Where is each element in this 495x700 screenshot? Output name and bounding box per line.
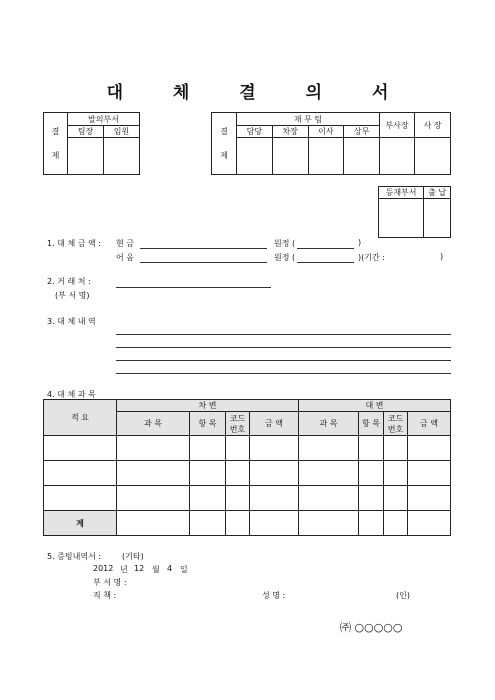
won-label: 원정 ( [274,239,296,248]
approval-box-registration [378,186,451,238]
approval-col-executive: 임원 [104,126,140,138]
dept-name-label: 부 서 명 : [93,578,127,587]
total-label: 계 [44,511,117,536]
approval-col-vice-president: 부사장 [380,113,415,138]
credit-subject-header: 과 목 [299,412,359,436]
table-cell[interactable] [384,461,408,486]
approval-box-proposing-dept [43,112,140,175]
credit-header: 대 변 [299,400,451,412]
seal-label: (인) [396,591,410,600]
signature-cell[interactable] [68,138,104,175]
table-cell[interactable] [359,436,384,461]
approval-group-label: 발의부서 [68,113,140,126]
department-name-label: (부 서 명) [55,291,90,300]
table-cell[interactable] [190,486,226,511]
approval-col-managing-director: 상무 [344,126,380,138]
table-cell[interactable] [117,486,190,511]
etc-label: (기타) [122,552,144,561]
signature-cell[interactable] [415,138,451,175]
transfer-amount-label: 1. 대 체 금 액 : [47,239,101,248]
table-cell[interactable] [250,486,299,511]
total-row [44,511,451,536]
approval-col-team-lead: 팀장 [68,126,104,138]
document-title: 대 체 결 의 서 [106,83,411,103]
table-cell[interactable] [408,461,451,486]
signature-cell[interactable] [344,138,380,175]
debit-code-header: 코드 번호 [226,412,250,436]
table-cell[interactable] [190,511,226,536]
credit-item-header: 항 목 [359,412,384,436]
credit-amount-header: 금 액 [408,412,451,436]
table-cell[interactable] [226,486,250,511]
cash-amount-field[interactable] [140,248,267,249]
accounts-table [43,399,451,536]
details-line[interactable] [116,334,451,335]
table-cell[interactable] [408,486,451,511]
table-row [44,436,451,461]
table-cell[interactable] [384,486,408,511]
table-cell[interactable] [250,461,299,486]
table-cell[interactable] [44,436,117,461]
cash-label: 현 금 [116,239,134,248]
table-cell[interactable] [190,461,226,486]
table-cell[interactable] [117,436,190,461]
debit-header: 차 변 [117,400,299,412]
table-cell[interactable] [226,511,250,536]
signature-cell[interactable] [272,138,308,175]
year-unit: 년 [120,565,128,574]
table-cell[interactable] [117,461,190,486]
position-label: 직 책 : [93,591,117,600]
table-cell[interactable] [250,511,299,536]
period-label: )(기간 : [358,253,385,262]
table-cell[interactable] [190,436,226,461]
signature-cell[interactable] [424,199,451,238]
debit-amount-header: 금 액 [250,412,299,436]
table-row [44,461,451,486]
table-cell[interactable] [117,511,190,536]
table-cell[interactable] [299,461,359,486]
table-cell[interactable] [226,436,250,461]
month-unit: 월 [152,565,160,574]
table-cell[interactable] [359,486,384,511]
table-cell[interactable] [359,511,384,536]
date-year: 2012 [93,564,114,573]
table-cell[interactable] [384,511,408,536]
details-line[interactable] [116,373,451,374]
table-cell[interactable] [408,436,451,461]
table-row [44,486,451,511]
debit-subject-header: 과 목 [117,412,190,436]
approval-col-cashier: 출 납 [424,187,451,199]
table-cell[interactable] [359,461,384,486]
approval-col-director: 이사 [308,126,344,138]
credit-code-header: 코드 번호 [384,412,408,436]
won-label: 원정 ( [274,253,296,262]
table-cell[interactable] [44,486,117,511]
company-name: ㈜ ○○○○○ [340,621,403,634]
debit-item-header: 항 목 [190,412,226,436]
date-day: 4 [167,564,173,573]
details-line[interactable] [116,360,451,361]
day-unit: 일 [180,565,188,574]
summary-header: 적 요 [44,400,117,436]
approval-box-finance [211,112,451,175]
approval-side-label: 결 제 [44,113,68,175]
transfer-accounts-label: 4. 대 체 과 목 [47,390,96,399]
approval-group-label: 재 무 팀 [237,113,380,126]
table-cell[interactable] [250,436,299,461]
table-cell[interactable] [299,486,359,511]
signature-cell[interactable] [237,138,273,175]
evidence-label: 5. 증빙내역서 : [47,552,102,561]
signature-cell[interactable] [380,138,415,175]
table-cell[interactable] [299,511,359,536]
note-label: 어 음 [116,253,134,262]
counterparty-label: 2. 거 래 처 : [47,277,91,286]
approval-col-president: 사 장 [415,113,451,138]
date-month: 12 [134,564,145,573]
signature-cell[interactable] [379,199,424,238]
counterparty-field[interactable] [116,287,271,288]
note-amount-field[interactable] [140,262,267,263]
approval-col-staff: 담당 [237,126,273,138]
approval-col-deputy: 차장 [272,126,308,138]
name-label: 성 명 : [262,591,286,600]
table-cell[interactable] [226,461,250,486]
table-cell[interactable] [299,436,359,461]
close-paren: ) [440,252,444,261]
approval-col-registration-dept: 등재부서 [379,187,424,199]
transfer-details-label: 3. 대 체 내 역 [47,317,96,326]
table-cell[interactable] [408,511,451,536]
approval-side-label: 결 제 [212,113,237,175]
table-cell[interactable] [384,436,408,461]
table-cell[interactable] [44,461,117,486]
cash-korean-amount-field[interactable] [297,248,354,249]
signature-cell[interactable] [104,138,140,175]
note-korean-amount-field[interactable] [297,262,354,263]
details-line[interactable] [116,347,451,348]
signature-cell[interactable] [308,138,344,175]
close-paren: ) [358,238,362,247]
